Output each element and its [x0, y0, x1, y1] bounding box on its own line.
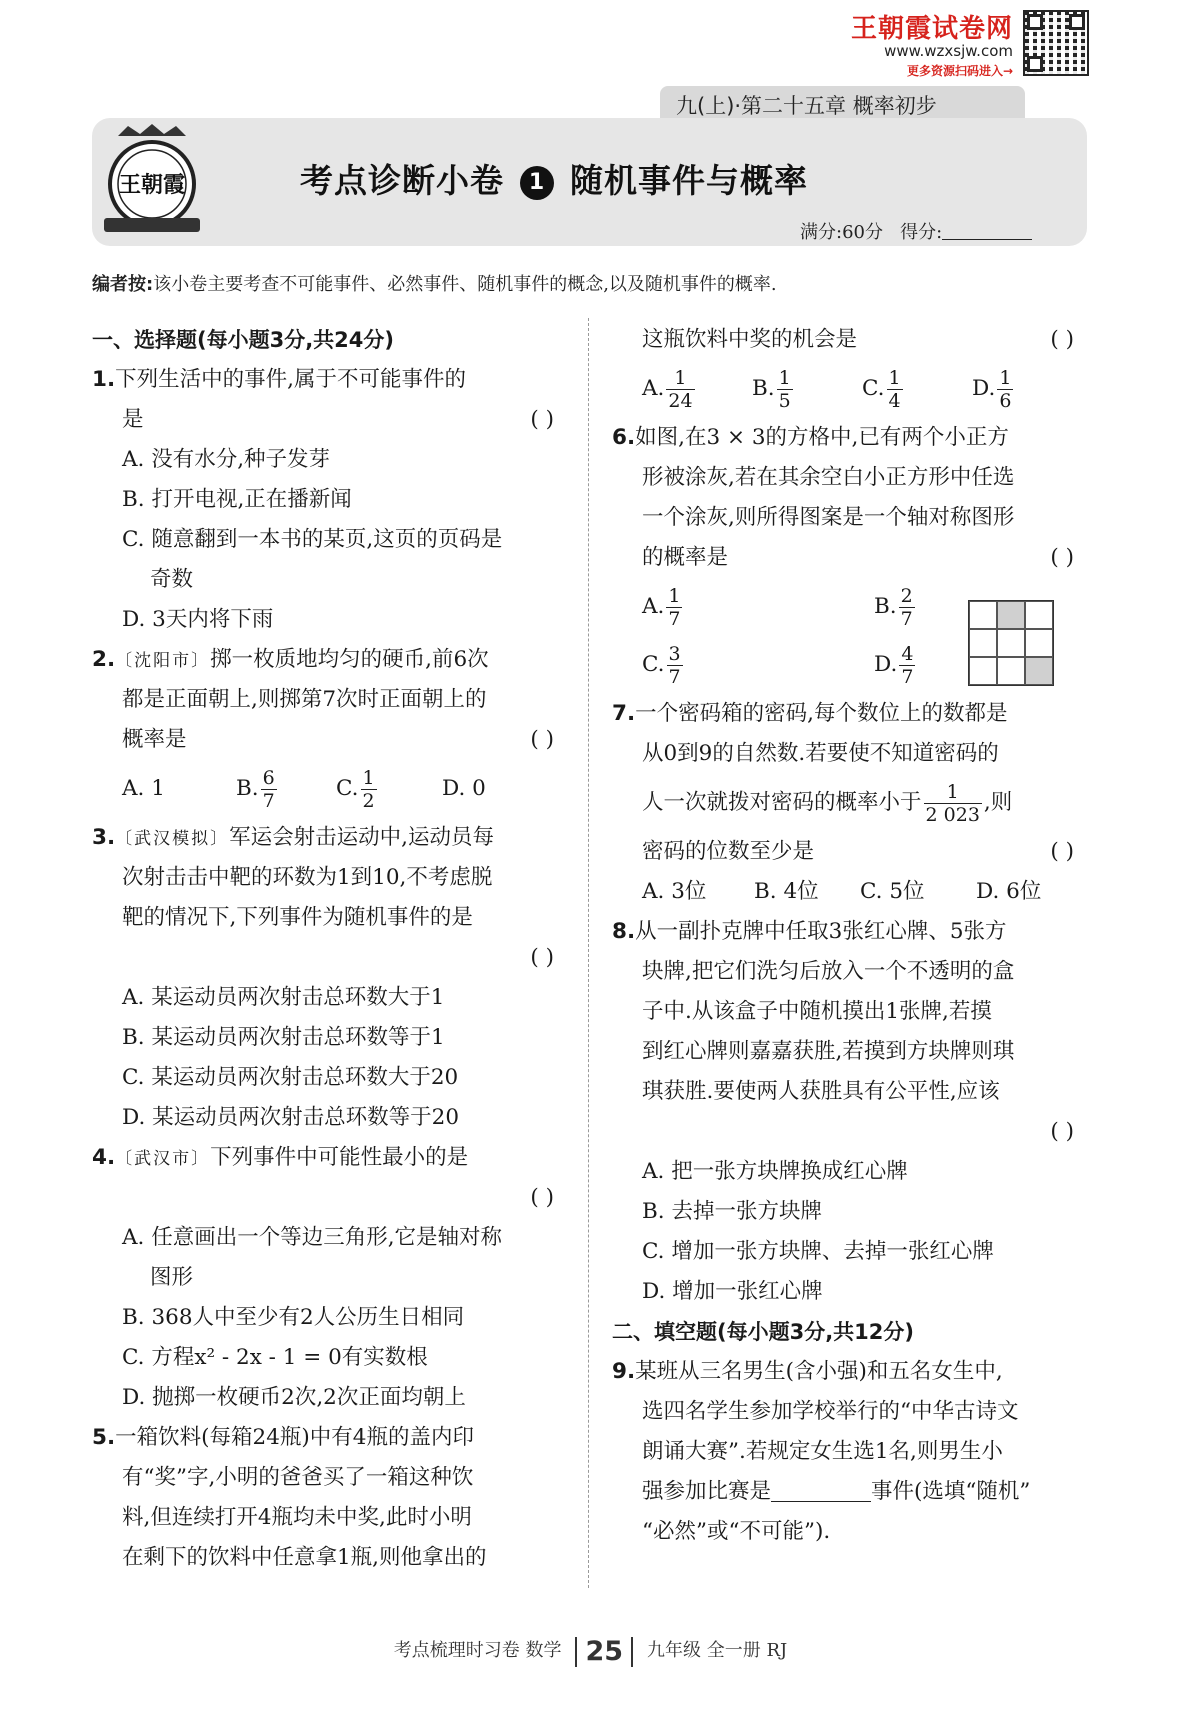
- q6-option-c[interactable]: C. $\frac{3}{7}$: [642, 642, 681, 688]
- page-title: 考点诊断小卷 1 随机事件与概率: [300, 161, 808, 200]
- section-heading-choice: 一、选择题(每小题3分,共24分): [92, 328, 395, 352]
- question-9: 9.某班从三名男生(含小强)和五名女生中,: [612, 1359, 1003, 1384]
- q2-option-c[interactable]: C. $\frac{1}{2}$: [336, 766, 375, 812]
- source-tag: 〔沈阳市〕: [115, 651, 211, 671]
- q6-option-b[interactable]: B. $\frac{2}{7}$: [874, 584, 913, 630]
- right-column: 这瓶饮料中奖的机会是 ( ) A. $\frac{1}{24}$ B. $\frac{1}{5}$ C. $\frac{1}{4}$ D. $\frac{1}{6}$ 6.如图,在3 × 3的方格中,已有两个小正方 形被涂灰,若在其余空白小正方形中任选 一个涂灰,则所得图案是一个轴对称图形 的概率是 ( ) A. $\frac{1}{7}$ B. $\frac{2}{7}$ C. $\frac{3}{7}$ D. $\frac{4}{7}$ 7.一个密码箱的密码,每个数位上的数都是 从0到9的自然数.若要使不知道密码的 人一次就拨对密码的概率小于 $\frac{1}{2 023}$ ,则 密码的位数至少是 ( ) A. 3位 B. 4位 C. 5位 D. 6位 8.从一副扑克牌中任取3张红心牌、5张方 块牌,把它们洗匀后放入一个不透明的盒 子中.从该盒子中随机摸出1张牌,若摸 到红心牌则嘉嘉获胜,若摸到方块牌则琪 琪获胜.要使两人获胜具有公平性,应该 ( ) A. 把一张方块牌换成红心牌 B. 去掉一张方块牌 C. 增加一张方块牌、去掉一张红心牌 D. 增加一张红心牌 二、填空题(每小题3分,共12分) 9.某班从三名男生(含小强)和五名女生中, 选四名学生参加学校举行的“中华古诗文 朗诵大赛”.若规定女生选1名,则男生小 强参加比赛是 事件(选填“随机” “必然”或“不可能”).: [612, 320, 1082, 1552]
- grid-cell-shaded: [997, 601, 1025, 629]
- answer-paren-q2[interactable]: ( ): [530, 727, 554, 752]
- answer-paren-q3[interactable]: ( ): [530, 945, 554, 970]
- q7-option-d[interactable]: D. 6位: [976, 879, 1042, 904]
- q3-option-d[interactable]: D. 某运动员两次射击总环数等于20: [122, 1105, 459, 1130]
- seal-text: 王朝霞: [118, 172, 186, 198]
- score-line: 满分:60分 得分:: [800, 218, 1032, 244]
- q1-option-c[interactable]: C. 随意翻到一本书的某页,这页的页码是: [122, 527, 503, 552]
- brand-scan-hint: 更多资源扫码进入→: [906, 64, 1013, 78]
- question-5: 5.一箱饮料(每箱24瓶)中有4瓶的盖内印: [92, 1425, 474, 1450]
- grid-cell: [1025, 601, 1053, 629]
- answer-paren-q4[interactable]: ( ): [530, 1185, 554, 1210]
- question-2: 2.〔沈阳市〕掷一枚质地均匀的硬币,前6次: [92, 647, 489, 672]
- q4-option-b[interactable]: B. 368人中至少有2人公历生日相同: [122, 1305, 465, 1330]
- q8-option-c[interactable]: C. 增加一张方块牌、去掉一张红心牌: [642, 1239, 994, 1264]
- grid-cell: [997, 629, 1025, 657]
- publisher-seal-icon: [98, 122, 206, 240]
- title-number-badge: 1: [520, 166, 554, 200]
- q8-option-d[interactable]: D. 增加一张红心牌: [642, 1279, 823, 1304]
- q4-option-a[interactable]: A. 任意画出一个等边三角形,它是轴对称: [122, 1225, 503, 1250]
- column-divider: [588, 318, 589, 1588]
- q2-options: [92, 760, 562, 818]
- q2-option-b[interactable]: B. $\frac{6}{7}$: [236, 766, 275, 812]
- q5-options: [612, 360, 1082, 418]
- left-column: 一、选择题(每小题3分,共24分) 1.下列生活中的事件,属于不可能事件的 是 ( ) A. 没有水分,种子发芽 B. 打开电视,正在播新闻 C. 随意翻到一本书的某页,这页的页码是 奇数 D. 3天内将下雨 2.〔沈阳市〕掷一枚质地均匀的硬币,前6次 都是正面朝上,则掷第7次时正面朝上的 概率是 ( ) A. 1 B. $\frac{6}{7}$ C. $\frac{1}{2}$ D. 0 3.〔武汉模拟〕军运会射击运动中,运动员每 次射击击中靶的环数为1到10,不考虑脱 靶的情况下,下列事件为随机事件的是 ( ) A. 某运动员两次射击总环数大于1 B. 某运动员两次射击总环数等于1 C. 某运动员两次射击总环数大于20 D. 某运动员两次射击总环数等于20 4.〔武汉市〕下列事件中可能性最小的是 ( ) A. 任意画出一个等边三角形,它是轴对称 图形 B. 368人中至少有2人公历生日相同 C. 方程x² - 2x - 1 = 0有实数根 D. 抛掷一枚硬币2次,2次正面均朝上 5.一箱饮料(每箱24瓶)中有4瓶的盖内印 有“奖”字,小明的爸爸买了一箱这种饮 料,但连续打开4瓶均未中奖,此时小明 在剩下的饮料中任意拿1瓶,则他拿出的: [92, 320, 562, 1578]
- q8-option-b[interactable]: B. 去掉一张方块牌: [642, 1199, 822, 1224]
- question-6: 6.如图,在3 × 3的方格中,已有两个小正方: [612, 425, 1009, 450]
- q6-grid-figure: [968, 600, 1054, 686]
- answer-paren-q5[interactable]: ( ): [1050, 327, 1074, 352]
- section-heading-fill: 二、填空题(每小题3分,共12分): [612, 1320, 915, 1344]
- question-8: 8.从一副扑克牌中任取3张红心牌、5张方: [612, 919, 1007, 944]
- question-4: 4.〔武汉市〕下列事件中可能性最小的是: [92, 1145, 469, 1170]
- q7-option-b[interactable]: B. 4位: [754, 879, 819, 904]
- question-7: 7.一个密码箱的密码,每个数位上的数都是: [612, 701, 1008, 726]
- q3-option-c[interactable]: C. 某运动员两次射击总环数大于20: [122, 1065, 459, 1090]
- page-number: 25: [575, 1637, 633, 1667]
- brand-name: 王朝霞试卷网: [850, 14, 1013, 44]
- q2-option-a[interactable]: A. 1: [122, 776, 165, 801]
- grid-cell: [969, 601, 997, 629]
- grid-cell: [997, 657, 1025, 685]
- q7-option-c[interactable]: C. 5位: [860, 879, 925, 904]
- q1-option-a[interactable]: A. 没有水分,种子发芽: [122, 447, 331, 472]
- source-tag: 〔武汉模拟〕: [115, 829, 230, 849]
- q5-option-d[interactable]: D. $\frac{1}{6}$: [972, 366, 1012, 412]
- q4-option-c[interactable]: C. 方程x² - 2x - 1 = 0有实数根: [122, 1345, 428, 1370]
- q5-option-c[interactable]: C. $\frac{1}{4}$: [862, 366, 901, 412]
- answer-paren-q6[interactable]: ( ): [1050, 545, 1074, 570]
- page-footer: 考点梳理时习卷 数学 25 九年级 全一册 RJ: [393, 1636, 788, 1667]
- q9-answer-blank[interactable]: [771, 1479, 871, 1502]
- editor-note: 编者按:该小卷主要考查不可能事件、必然事件、随机事件的概念,以及随机事件的概率.: [92, 274, 777, 295]
- answer-paren-q1[interactable]: ( ): [530, 407, 554, 432]
- chapter-label: 九(上)·第二十五章 概率初步: [660, 86, 1025, 126]
- grid-cell: [969, 657, 997, 685]
- q8-option-a[interactable]: A. 把一张方块牌换成红心牌: [642, 1159, 908, 1184]
- q6-option-d[interactable]: D. $\frac{4}{7}$: [874, 642, 914, 688]
- question-1: 1.下列生活中的事件,属于不可能事件的: [92, 367, 466, 392]
- answer-paren-q8[interactable]: ( ): [1050, 1119, 1074, 1144]
- q7-option-a[interactable]: A. 3位: [642, 879, 707, 904]
- grid-cell: [1025, 629, 1053, 657]
- q4-option-d[interactable]: D. 抛掷一枚硬币2次,2次正面均朝上: [122, 1385, 466, 1410]
- source-tag: 〔武汉市〕: [115, 1149, 211, 1169]
- answer-paren-q7[interactable]: ( ): [1050, 839, 1074, 864]
- grid-cell: [969, 629, 997, 657]
- q5-option-b[interactable]: B. $\frac{1}{5}$: [752, 366, 791, 412]
- question-3: 3.〔武汉模拟〕军运会射击运动中,运动员每: [92, 825, 494, 850]
- grid-cell-shaded: [1025, 657, 1053, 685]
- q2-option-d[interactable]: D. 0: [442, 776, 486, 801]
- q5-option-a[interactable]: A. $\frac{1}{24}$: [642, 366, 693, 412]
- q3-option-b[interactable]: B. 某运动员两次射击总环数等于1: [122, 1025, 445, 1050]
- q1-option-d[interactable]: D. 3天内将下雨: [122, 607, 274, 632]
- qr-code-icon[interactable]: [1023, 10, 1089, 76]
- q6-option-a[interactable]: A. $\frac{1}{7}$: [642, 584, 681, 630]
- q3-option-a[interactable]: A. 某运动员两次射击总环数大于1: [122, 985, 445, 1010]
- q1-option-b[interactable]: B. 打开电视,正在播新闻: [122, 487, 352, 512]
- score-blank[interactable]: [942, 221, 1032, 240]
- brand-url[interactable]: www.wzxsjw.com: [884, 42, 1013, 60]
